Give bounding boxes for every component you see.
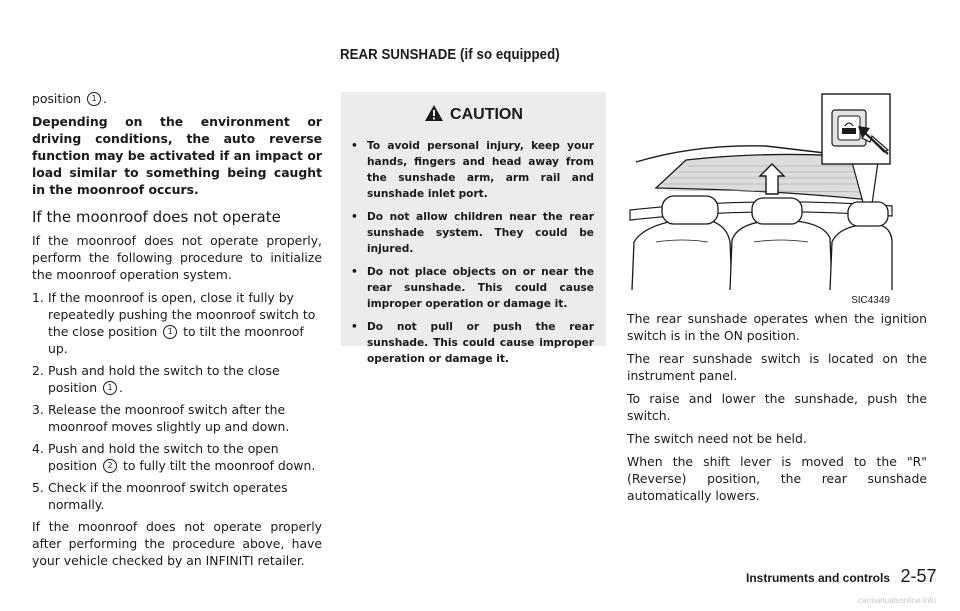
- page-footer: [746, 566, 937, 587]
- procedure-intro: If the moonroof does not operate properly, perform the following procedure to initialize the moonroof operation system.: [32, 233, 322, 282]
- step-text-end: to tilt the moonroof up.: [48, 324, 304, 356]
- bullet: •: [351, 266, 358, 278]
- caution-item-text: Do not place objects on or near the rear sunshade. This could cause improper operation or damage it.: [367, 266, 594, 310]
- caution-title: CAUTION: [450, 106, 523, 123]
- step-text: Release the moonroof switch after the moonroof moves slightly up and down.: [48, 402, 290, 434]
- subheading: If the moonroof does not operate: [32, 208, 281, 226]
- step-text: Push and hold the switch to the open position: [48, 441, 279, 473]
- step-text-end: to fully tilt the moonroof down.: [123, 458, 316, 473]
- closing-paragraph: If the moonroof does not operate properly after performing the procedure above, have your vehicle checked by an INFINITI retailer.: [32, 519, 322, 568]
- step-item: [32, 440, 322, 474]
- step-number: 4.: [32, 441, 44, 456]
- left-column: [32, 90, 322, 569]
- sunshade-figure: [626, 92, 894, 306]
- step-text-end: .: [119, 380, 123, 395]
- warning-triangle-icon: [424, 104, 444, 122]
- intro-prefix: position: [32, 91, 82, 106]
- step-item: [32, 362, 322, 396]
- footer-section-label: Instruments and controls: [746, 571, 891, 585]
- intro-suffix: .: [103, 91, 107, 106]
- figure-caption: SIC4349: [851, 295, 890, 306]
- section-title: REAR SUNSHADE (if so equipped): [340, 46, 560, 63]
- bullet: •: [351, 140, 358, 152]
- caution-item: [349, 319, 594, 367]
- caution-item: [349, 264, 594, 312]
- right-paragraph: The switch need not be held.: [627, 431, 807, 446]
- step-number: 1.: [32, 290, 44, 305]
- page-number: 2-57: [900, 566, 937, 586]
- step-text: Check if the moonroof switch operates normally.: [48, 480, 288, 512]
- step-item: [32, 401, 322, 435]
- position-marker: 1: [103, 381, 117, 395]
- caution-item-text: Do not pull or push the rear sunshade. This could cause improper operation or damage it.: [367, 321, 594, 365]
- caution-item-text: Do not allow children near the rear sunshade system. They could be injured.: [367, 211, 594, 255]
- right-paragraph: To raise and lower the sunshade, push the switch.: [627, 391, 927, 423]
- position-marker: 2: [103, 459, 117, 473]
- right-paragraph: When the shift lever is moved to the "R" (Reverse) position, the rear sunshade automatically lowers.: [627, 454, 927, 503]
- caution-item: [349, 209, 594, 257]
- caution-list: [341, 138, 606, 367]
- auto-reverse-note: Depending on the environment or driving conditions, the auto reverse function may be activated if an impact or load similar to something being caught in the moonroof occurs.: [32, 114, 322, 197]
- step-number: 3.: [32, 402, 44, 417]
- caution-heading: [341, 104, 606, 128]
- bullet: •: [351, 211, 358, 223]
- right-column: [627, 310, 927, 504]
- rear-sunshade-illustration-icon: [626, 92, 894, 290]
- step-text: Push and hold the switch to the close position: [48, 363, 280, 395]
- right-paragraph: The rear sunshade switch is located on the instrument panel.: [627, 351, 927, 383]
- caution-item: [349, 138, 594, 202]
- caution-box: [341, 92, 606, 365]
- step-number: 2.: [32, 363, 44, 378]
- step-number: 5.: [32, 480, 44, 495]
- position-marker: 1: [163, 325, 177, 339]
- step-item: [32, 289, 322, 357]
- step-item: [32, 479, 322, 513]
- intro-line: [32, 90, 322, 107]
- bullet: •: [351, 321, 358, 333]
- step-text: If the moonroof is open, close it fully by repeatedly pushing the moonroof switch to the close position: [48, 290, 316, 339]
- caution-item-text: To avoid personal injury, keep your hands, fingers and head away from the sunshade arm, arm rail and sunshade inlet port.: [367, 140, 594, 200]
- watermark: carmanualsonline.info: [858, 596, 936, 605]
- position-marker: 1: [87, 92, 101, 106]
- right-paragraph: The rear sunshade operates when the ignition switch is in the ON position.: [627, 311, 927, 343]
- procedure-steps: [32, 289, 322, 513]
